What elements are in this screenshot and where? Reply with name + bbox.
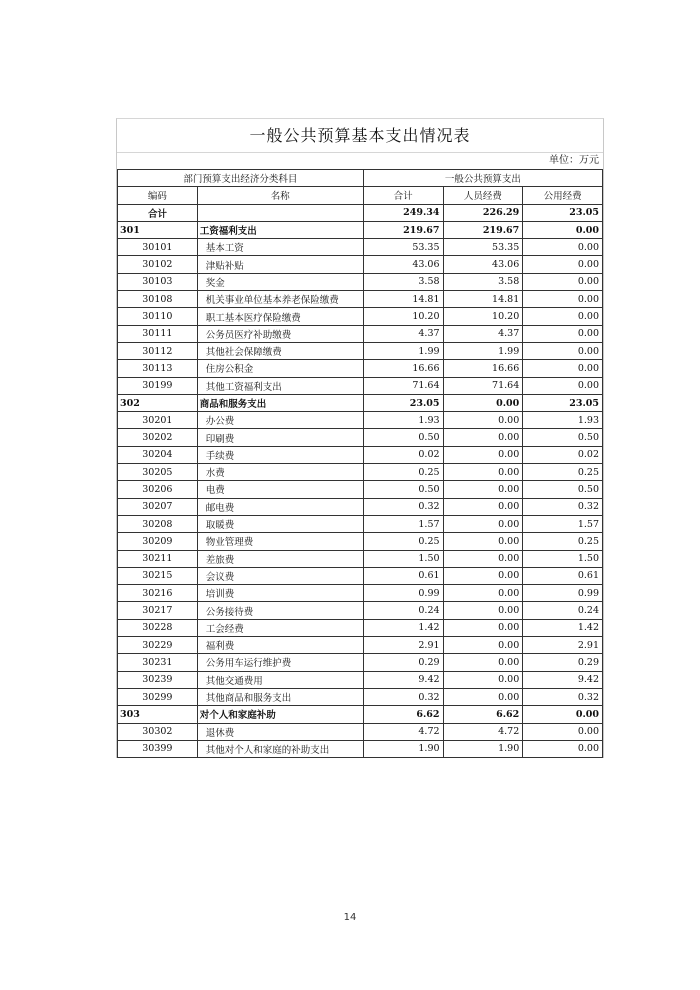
row-public: 0.00 <box>523 342 603 359</box>
total-name-cell <box>197 204 363 221</box>
row-public: 1.42 <box>523 619 603 636</box>
row-name: 手续费 <box>197 446 363 463</box>
row-total: 0.32 <box>363 498 443 515</box>
row-code: 30204 <box>118 446 198 463</box>
table-row <box>118 325 603 342</box>
table-row <box>118 671 603 688</box>
row-public: 0.99 <box>523 585 603 602</box>
row-public: 0.24 <box>523 602 603 619</box>
row-name: 邮电费 <box>197 498 363 515</box>
page-number: 14 <box>343 912 357 923</box>
row-code: 30101 <box>118 239 198 256</box>
row-total: 71.64 <box>363 377 443 394</box>
row-public: 0.00 <box>523 723 603 740</box>
row-personnel: 0.00 <box>443 498 523 515</box>
row-personnel: 71.64 <box>443 377 523 394</box>
row-total: 1.93 <box>363 412 443 429</box>
row-name: 取暖费 <box>197 515 363 532</box>
row-name: 会议费 <box>197 567 363 584</box>
row-code: 30217 <box>118 602 198 619</box>
row-name: 其他工资福利支出 <box>197 377 363 394</box>
row-name: 水费 <box>197 464 363 481</box>
row-code: 30228 <box>118 619 198 636</box>
row-code: 301 <box>118 221 198 238</box>
row-name: 其他社会保障缴费 <box>197 342 363 359</box>
row-name: 机关事业单位基本养老保险缴费 <box>197 291 363 308</box>
row-total: 0.25 <box>363 533 443 550</box>
table-body <box>118 221 603 757</box>
table-row <box>118 360 603 377</box>
row-public: 0.61 <box>523 567 603 584</box>
row-total: 219.67 <box>363 221 443 238</box>
row-name: 职工基本医疗保险缴费 <box>197 308 363 325</box>
table-row <box>118 740 603 757</box>
row-total: 0.99 <box>363 585 443 602</box>
row-personnel: 0.00 <box>443 585 523 602</box>
total-sum: 249.34 <box>363 204 443 221</box>
row-public: 0.00 <box>523 740 603 757</box>
row-code: 30302 <box>118 723 198 740</box>
row-total: 53.35 <box>363 239 443 256</box>
row-public: 0.50 <box>523 481 603 498</box>
row-code: 30201 <box>118 412 198 429</box>
header-row-group <box>118 170 603 187</box>
row-name: 其他交通费用 <box>197 671 363 688</box>
row-code: 30239 <box>118 671 198 688</box>
row-public: 1.57 <box>523 515 603 532</box>
row-personnel: 0.00 <box>443 567 523 584</box>
budget-table <box>117 169 603 758</box>
row-personnel: 0.00 <box>443 671 523 688</box>
row-personnel: 4.37 <box>443 325 523 342</box>
row-code: 30102 <box>118 256 198 273</box>
row-total: 0.25 <box>363 464 443 481</box>
row-personnel: 0.00 <box>443 602 523 619</box>
row-total: 14.81 <box>363 291 443 308</box>
table-row <box>118 585 603 602</box>
row-name: 印刷费 <box>197 429 363 446</box>
row-code: 30209 <box>118 533 198 550</box>
row-code: 30202 <box>118 429 198 446</box>
row-personnel: 0.00 <box>443 394 523 411</box>
row-public: 9.42 <box>523 671 603 688</box>
row-personnel: 0.00 <box>443 533 523 550</box>
row-code: 30215 <box>118 567 198 584</box>
header-row-columns <box>118 187 603 204</box>
table-row <box>118 723 603 740</box>
row-public: 0.00 <box>523 256 603 273</box>
row-public: 0.00 <box>523 308 603 325</box>
table-row <box>118 446 603 463</box>
row-public: 0.00 <box>523 325 603 342</box>
row-total: 0.02 <box>363 446 443 463</box>
row-public: 0.00 <box>523 706 603 723</box>
row-name: 办公费 <box>197 412 363 429</box>
table-group-row <box>118 394 603 411</box>
row-name: 商品和服务支出 <box>197 394 363 411</box>
table-row <box>118 291 603 308</box>
table-row <box>118 308 603 325</box>
row-public: 0.50 <box>523 429 603 446</box>
row-public: 2.91 <box>523 637 603 654</box>
row-code: 30207 <box>118 498 198 515</box>
row-name: 物业管理费 <box>197 533 363 550</box>
header-classification: 部门预算支出经济分类科目 <box>118 170 364 187</box>
row-total: 1.42 <box>363 619 443 636</box>
row-total: 0.50 <box>363 481 443 498</box>
row-public: 0.00 <box>523 221 603 238</box>
row-total: 0.50 <box>363 429 443 446</box>
row-name: 对个人和家庭补助 <box>197 706 363 723</box>
row-public: 0.00 <box>523 239 603 256</box>
row-personnel: 6.62 <box>443 706 523 723</box>
table-row <box>118 688 603 705</box>
table-row <box>118 550 603 567</box>
row-name: 工会经费 <box>197 619 363 636</box>
row-personnel: 53.35 <box>443 239 523 256</box>
row-personnel: 0.00 <box>443 446 523 463</box>
row-code: 302 <box>118 394 198 411</box>
page-title: 一般公共预算基本支出情况表 <box>117 119 603 153</box>
row-public: 0.25 <box>523 533 603 550</box>
row-personnel: 0.00 <box>443 550 523 567</box>
row-name: 其他对个人和家庭的补助支出 <box>197 740 363 757</box>
row-public: 1.50 <box>523 550 603 567</box>
unit-label: 单位：万元 <box>549 155 599 166</box>
row-total: 1.90 <box>363 740 443 757</box>
table-group-row <box>118 706 603 723</box>
header-budget: 一般公共预算支出 <box>363 170 602 187</box>
row-name: 工资福利支出 <box>197 221 363 238</box>
total-public: 23.05 <box>523 204 603 221</box>
row-total: 0.61 <box>363 567 443 584</box>
row-total: 1.50 <box>363 550 443 567</box>
budget-sheet <box>116 118 604 758</box>
row-name: 差旅费 <box>197 550 363 567</box>
row-public: 0.25 <box>523 464 603 481</box>
row-code: 30229 <box>118 637 198 654</box>
row-name: 退休费 <box>197 723 363 740</box>
row-code: 30299 <box>118 688 198 705</box>
row-code: 30113 <box>118 360 198 377</box>
row-personnel: 16.66 <box>443 360 523 377</box>
row-personnel: 1.99 <box>443 342 523 359</box>
row-public: 0.32 <box>523 498 603 515</box>
row-personnel: 0.00 <box>443 637 523 654</box>
row-total: 43.06 <box>363 256 443 273</box>
header-personnel: 人员经费 <box>443 187 523 204</box>
row-code: 30231 <box>118 654 198 671</box>
row-name: 基本工资 <box>197 239 363 256</box>
row-name: 公务员医疗补助缴费 <box>197 325 363 342</box>
header-code: 编码 <box>118 187 198 204</box>
row-total: 4.72 <box>363 723 443 740</box>
table-row <box>118 377 603 394</box>
row-personnel: 0.00 <box>443 654 523 671</box>
row-personnel: 0.00 <box>443 619 523 636</box>
table-row <box>118 429 603 446</box>
row-public: 0.00 <box>523 291 603 308</box>
row-personnel: 14.81 <box>443 291 523 308</box>
row-code: 30111 <box>118 325 198 342</box>
row-code: 303 <box>118 706 198 723</box>
table-row <box>118 342 603 359</box>
row-total: 0.32 <box>363 688 443 705</box>
row-code: 30216 <box>118 585 198 602</box>
row-public: 1.93 <box>523 412 603 429</box>
row-name: 培训费 <box>197 585 363 602</box>
row-total: 1.57 <box>363 515 443 532</box>
row-code: 30399 <box>118 740 198 757</box>
row-name: 津贴补贴 <box>197 256 363 273</box>
row-code: 30205 <box>118 464 198 481</box>
table-group-row <box>118 221 603 238</box>
row-personnel: 10.20 <box>443 308 523 325</box>
row-name: 福利费 <box>197 637 363 654</box>
row-name: 电费 <box>197 481 363 498</box>
row-total: 0.29 <box>363 654 443 671</box>
table-row <box>118 239 603 256</box>
row-code: 30108 <box>118 291 198 308</box>
row-personnel: 0.00 <box>443 412 523 429</box>
row-code: 30208 <box>118 515 198 532</box>
row-code: 30112 <box>118 342 198 359</box>
row-name: 奖金 <box>197 273 363 290</box>
row-personnel: 0.00 <box>443 464 523 481</box>
row-total: 4.37 <box>363 325 443 342</box>
table-row <box>118 515 603 532</box>
row-personnel: 0.00 <box>443 481 523 498</box>
header-public: 公用经费 <box>523 187 603 204</box>
table-row <box>118 654 603 671</box>
row-code: 30103 <box>118 273 198 290</box>
row-public: 23.05 <box>523 394 603 411</box>
total-personnel: 226.29 <box>443 204 523 221</box>
row-public: 0.32 <box>523 688 603 705</box>
table-row <box>118 412 603 429</box>
total-row <box>118 204 603 221</box>
row-name: 住房公积金 <box>197 360 363 377</box>
row-personnel: 0.00 <box>443 515 523 532</box>
row-total: 6.62 <box>363 706 443 723</box>
row-public: 0.00 <box>523 377 603 394</box>
table-row <box>118 256 603 273</box>
table-row <box>118 533 603 550</box>
header-total: 合计 <box>363 187 443 204</box>
row-total: 3.58 <box>363 273 443 290</box>
header-name: 名称 <box>197 187 363 204</box>
table-row <box>118 637 603 654</box>
row-total: 9.42 <box>363 671 443 688</box>
row-public: 0.00 <box>523 360 603 377</box>
row-personnel: 3.58 <box>443 273 523 290</box>
row-total: 16.66 <box>363 360 443 377</box>
row-total: 0.24 <box>363 602 443 619</box>
row-total: 1.99 <box>363 342 443 359</box>
row-code: 30211 <box>118 550 198 567</box>
table-row <box>118 619 603 636</box>
table-row <box>118 602 603 619</box>
table-row <box>118 481 603 498</box>
row-name: 其他商品和服务支出 <box>197 688 363 705</box>
table-row <box>118 273 603 290</box>
row-personnel: 4.72 <box>443 723 523 740</box>
row-public: 0.02 <box>523 446 603 463</box>
row-name: 公务用车运行维护费 <box>197 654 363 671</box>
row-public: 0.29 <box>523 654 603 671</box>
row-code: 30110 <box>118 308 198 325</box>
table-row <box>118 498 603 515</box>
row-total: 23.05 <box>363 394 443 411</box>
row-code: 30199 <box>118 377 198 394</box>
row-total: 2.91 <box>363 637 443 654</box>
total-label: 合计 <box>118 204 198 221</box>
row-personnel: 43.06 <box>443 256 523 273</box>
row-public: 0.00 <box>523 273 603 290</box>
row-personnel: 0.00 <box>443 688 523 705</box>
row-code: 30206 <box>118 481 198 498</box>
row-total: 10.20 <box>363 308 443 325</box>
row-personnel: 0.00 <box>443 429 523 446</box>
row-name: 公务接待费 <box>197 602 363 619</box>
row-personnel: 1.90 <box>443 740 523 757</box>
table-row <box>118 464 603 481</box>
table-row <box>118 567 603 584</box>
row-personnel: 219.67 <box>443 221 523 238</box>
